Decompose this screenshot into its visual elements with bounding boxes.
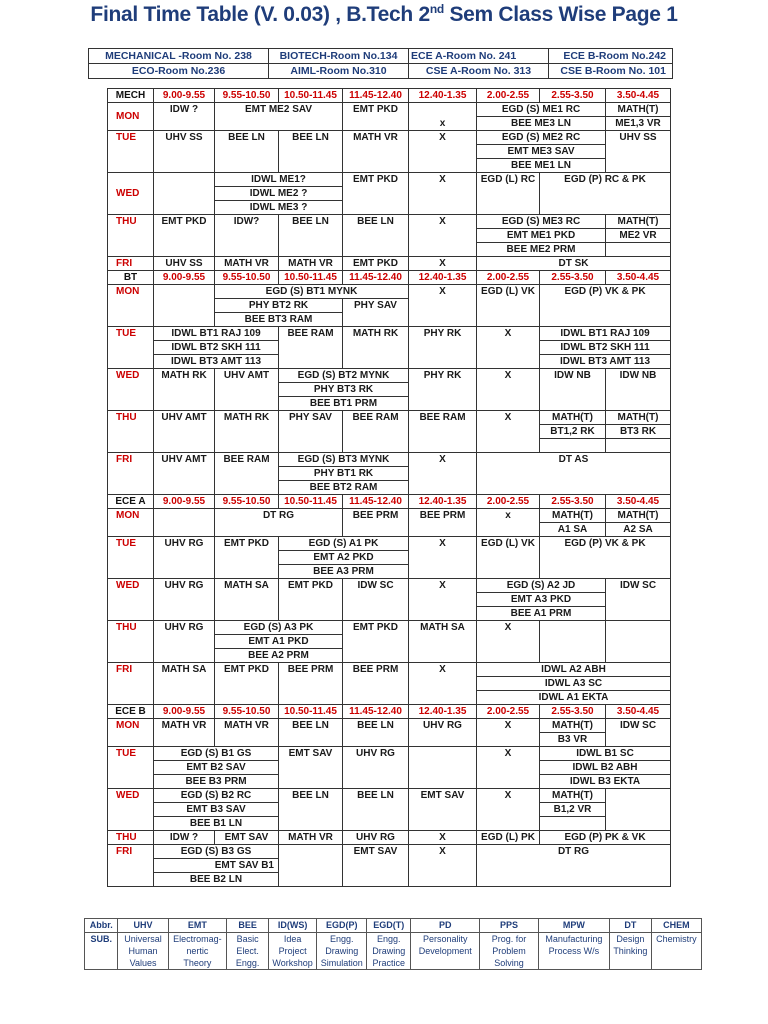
class-cell: x <box>409 103 477 131</box>
legend-abbr-label: Abbr. <box>85 919 118 933</box>
time-slot: 2.00-2.55 <box>477 495 540 509</box>
class-cell: EGD (S) BT1 MYNK <box>215 285 409 299</box>
room-cell: ECE A-Room No. 241 <box>409 49 549 64</box>
class-cell: IDWL BT1 RAJ 109 <box>154 327 279 341</box>
class-cell: X <box>477 369 540 411</box>
class-cell: EGD (P) VK & PK <box>540 285 671 327</box>
time-slot: 11.45-12.40 <box>343 89 409 103</box>
timetable-row <box>108 285 671 299</box>
class-cell: IDW SC <box>606 719 671 747</box>
time-slot: 2.00-2.55 <box>477 89 540 103</box>
class-cell <box>154 173 215 215</box>
day-label: THU <box>108 831 154 845</box>
class-cell: MATH(T) <box>540 411 606 425</box>
day-label: FRI <box>108 845 154 887</box>
day-label: WED <box>108 369 154 411</box>
class-cell: IDWL B3 EKTA <box>540 775 671 789</box>
legend-abbr: CHEM <box>651 919 701 933</box>
class-cell: EMT B2 SAV <box>154 761 279 775</box>
class-cell: IDWL ME3 ? <box>215 201 343 215</box>
timetable-row <box>108 579 671 593</box>
timetable-row <box>108 173 671 187</box>
day-label: THU <box>108 621 154 663</box>
timetable-row <box>108 747 671 761</box>
day-label: MON <box>108 719 154 747</box>
class-cell: PHY RK <box>409 369 477 411</box>
class-cell: ME1,3 VR <box>606 117 671 131</box>
legend-abbr: EMT <box>168 919 227 933</box>
timetable-row <box>108 845 671 859</box>
class-cell: IDW NB <box>540 369 606 411</box>
legend-abbr: PD <box>411 919 480 933</box>
room-cell: MECHANICAL -Room No. 238 <box>89 49 269 64</box>
class-cell: UHV RG <box>154 579 215 621</box>
class-cell: BEE PRM <box>279 663 343 705</box>
room-allocation-table <box>88 48 673 79</box>
time-slot: 11.45-12.40 <box>343 271 409 285</box>
time-slot: 2.55-3.50 <box>540 495 606 509</box>
class-cell: IDWL BT1 RAJ 109 <box>540 327 671 341</box>
time-slot: 2.55-3.50 <box>540 271 606 285</box>
class-cell: UHV RG <box>154 537 215 579</box>
day-label: THU <box>108 411 154 453</box>
class-cell: UHV SS <box>606 131 671 173</box>
class-cell: UHV SS <box>154 131 215 173</box>
class-cell: BEE BT2 RAM <box>279 481 409 495</box>
page-title: Final Time Table (V. 0.03) , B.Tech 2nd Sem Class Wise Page 1 <box>90 2 678 26</box>
class-cell <box>606 243 671 257</box>
timetable-row <box>108 327 671 341</box>
class-cell: B1,2 VR <box>540 803 606 817</box>
class-cell: EMT PKD <box>343 173 409 215</box>
timetable-row <box>108 131 671 145</box>
class-cell: X <box>409 285 477 327</box>
class-cell: MATH(T) <box>540 789 606 803</box>
class-cell: BEE PRM <box>343 663 409 705</box>
class-cell: X <box>409 537 477 579</box>
legend-subject: Prog. for Problem Solving <box>480 933 539 970</box>
class-cell: EGD (S) BT2 MYNK <box>279 369 409 383</box>
time-slot: 12.40-1.35 <box>409 271 477 285</box>
class-cell: X <box>409 663 477 705</box>
class-cell: A2 SA <box>606 523 671 537</box>
legend-subject: Basic Elect. Engg. <box>227 933 269 970</box>
legend-subject: Electromag- nertic Theory <box>168 933 227 970</box>
class-cell: X <box>409 131 477 173</box>
legend-abbr: DT <box>609 919 651 933</box>
timetable-row <box>108 537 671 551</box>
class-cell: BEE PRM <box>409 509 477 537</box>
time-slot: 3.50-4.45 <box>606 89 671 103</box>
class-cell: BEE RAM <box>215 453 279 495</box>
class-cell: EGD (S) BT3 MYNK <box>279 453 409 467</box>
time-slot: 10.50-11.45 <box>279 495 343 509</box>
class-cell: UHV RG <box>154 621 215 663</box>
abbreviation-legend <box>84 918 702 970</box>
class-cell: PHY SAV <box>343 299 409 327</box>
class-cell: IDW SC <box>343 579 409 621</box>
time-slot: 9.00-9.55 <box>154 705 215 719</box>
class-cell: A1 SA <box>540 523 606 537</box>
class-cell <box>606 789 671 831</box>
legend-abbr: EGD(P) <box>317 919 367 933</box>
legend-subject: Engg. Drawing Practice <box>367 933 411 970</box>
day-label: MON <box>108 285 154 327</box>
class-cell: IDW ? <box>154 831 215 845</box>
class-cell: X <box>477 411 540 453</box>
time-slot: 9.55-10.50 <box>215 705 279 719</box>
class-cell: MATH(T) <box>606 215 671 229</box>
class-cell: DT RG <box>215 509 343 537</box>
class-cell: IDWL BT3 AMT 113 <box>154 355 279 369</box>
day-label: MON <box>108 103 154 131</box>
time-slot: 11.45-12.40 <box>343 495 409 509</box>
day-label: FRI <box>108 663 154 705</box>
class-cell: BEE B1 LN <box>154 817 279 831</box>
time-slot: 11.45-12.40 <box>343 705 409 719</box>
class-cell: MATH VR <box>343 131 409 173</box>
class-cell: EMT ME1 PKD <box>477 229 606 243</box>
class-cell: EMT SAV <box>279 747 343 789</box>
class-cell: PHY SAV <box>279 411 343 453</box>
time-slot: 10.50-11.45 <box>279 705 343 719</box>
day-label: FRI <box>108 257 154 271</box>
class-cell: BEE RAM <box>343 411 409 453</box>
legend-abbr: BEE <box>227 919 269 933</box>
time-slot: 12.40-1.35 <box>409 495 477 509</box>
class-cell: X <box>409 579 477 621</box>
class-cell: X <box>477 789 540 831</box>
class-cell: IDWL BT3 AMT 113 <box>540 355 671 369</box>
time-slot: 12.40-1.35 <box>409 705 477 719</box>
class-cell: MATH(T) <box>540 719 606 733</box>
time-slot: 9.00-9.55 <box>154 495 215 509</box>
time-slot: 2.00-2.55 <box>477 271 540 285</box>
class-cell: EGD (S) ME3 RC <box>477 215 606 229</box>
class-cell: DT AS <box>477 453 671 495</box>
class-cell: BEE LN <box>279 789 343 831</box>
class-cell: MATH VR <box>279 831 343 845</box>
timetable-row <box>108 257 671 271</box>
legend-abbr: EGD(T) <box>367 919 411 933</box>
class-cell: X <box>409 453 477 495</box>
timetable-row <box>108 831 671 845</box>
class-cell: X <box>477 719 540 747</box>
class-cell: MATH SA <box>154 663 215 705</box>
class-cell: PHY BT3 RK <box>279 383 409 397</box>
class-cell: BT3 RK <box>606 425 671 439</box>
class-cell <box>409 747 477 789</box>
class-cell: MATH(T) <box>606 509 671 523</box>
class-cell: IDW? <box>215 215 279 257</box>
legend-subject: Manufacturing Process W/s <box>538 933 609 970</box>
class-cell: X <box>409 173 477 215</box>
class-cell: BEE LN <box>279 131 343 173</box>
time-slot: 2.55-3.50 <box>540 89 606 103</box>
class-cell: MATH(T) <box>606 411 671 425</box>
class-cell: MATH RK <box>343 327 409 369</box>
class-cell: MATH RK <box>215 411 279 453</box>
class-cell: BEE ME1 LN <box>477 159 606 173</box>
class-cell: PHY BT2 RK <box>215 299 343 313</box>
class-cell: IDWL B1 SC <box>540 747 671 761</box>
class-cell: EGD (S) B3 GS <box>154 845 279 859</box>
class-cell: DT SK <box>477 257 671 271</box>
class-cell: BEE PRM <box>343 509 409 537</box>
class-cell: X <box>477 747 540 789</box>
class-cell: EGD (S) B2 RC <box>154 789 279 803</box>
class-cell: X <box>409 215 477 257</box>
class-cell: PHY RK <box>409 327 477 369</box>
class-cell: DT RG <box>477 845 671 887</box>
day-label: WED <box>108 579 154 621</box>
class-cell: EGD (S) A3 PK <box>215 621 343 635</box>
class-cell: UHV AMT <box>154 453 215 495</box>
time-slot: 3.50-4.45 <box>606 495 671 509</box>
class-cell: IDWL ME1? <box>215 173 343 187</box>
class-cell: MATH(T) <box>606 103 671 117</box>
class-cell: B3 VR <box>540 733 606 747</box>
class-cell: EGD (P) PK & VK <box>540 831 671 845</box>
class-cell: EMT A2 PKD <box>279 551 409 565</box>
class-cell: EGD (S) ME1 RC <box>477 103 606 117</box>
group-label: MECH <box>108 89 154 103</box>
class-cell: UHV AMT <box>154 411 215 453</box>
class-cell: BEE A2 PRM <box>215 649 343 663</box>
legend-subject: Chemistry <box>651 933 701 970</box>
class-cell: EGD (S) A1 PK <box>279 537 409 551</box>
legend-abbr: PPS <box>480 919 539 933</box>
class-cell <box>540 439 606 453</box>
time-slot: 2.00-2.55 <box>477 705 540 719</box>
timetable-header-row <box>108 495 671 509</box>
class-cell: IDWL BT2 SKH 111 <box>540 341 671 355</box>
class-cell: IDWL ME2 ? <box>215 187 343 201</box>
class-cell: EGD (L) PK <box>477 831 540 845</box>
time-slot: 9.55-10.50 <box>215 89 279 103</box>
legend-abbr-row <box>85 919 702 933</box>
class-cell: MATH SA <box>215 579 279 621</box>
time-slot: 9.00-9.55 <box>154 271 215 285</box>
class-cell: EMT SAV B1 <box>154 859 279 873</box>
class-cell: x <box>477 509 540 537</box>
day-label: TUE <box>108 537 154 579</box>
timetable <box>107 88 671 887</box>
class-cell: EMT PKD <box>279 579 343 621</box>
class-cell <box>606 439 671 453</box>
class-cell <box>606 621 671 663</box>
class-cell: X <box>409 845 477 887</box>
class-cell: EMT PKD <box>343 257 409 271</box>
legend-abbr: MPW <box>538 919 609 933</box>
class-cell: EGD (S) B1 GS <box>154 747 279 761</box>
room-cell: BIOTECH-Room No.134 <box>269 49 409 64</box>
legend-subject: Engg. Drawing Simulation <box>317 933 367 970</box>
day-label: TUE <box>108 131 154 173</box>
room-cell: AIML-Room No.310 <box>269 64 409 79</box>
class-cell: BEE BT3 RAM <box>215 313 343 327</box>
class-cell: EGD (S) ME2 RC <box>477 131 606 145</box>
class-cell: BEE LN <box>343 789 409 831</box>
class-cell: MATH VR <box>279 257 343 271</box>
timetable-row <box>108 789 671 803</box>
timetable-row <box>108 509 671 523</box>
class-cell: BEE ME3 LN <box>477 117 606 131</box>
class-cell: BEE B2 LN <box>154 873 279 887</box>
class-cell: X <box>477 621 540 663</box>
timetable-row <box>108 215 671 229</box>
class-cell: UHV RG <box>343 831 409 845</box>
class-cell: UHV AMT <box>215 369 279 411</box>
group-label: ECE A <box>108 495 154 509</box>
class-cell: IDWL A3 SC <box>477 677 671 691</box>
class-cell: EGD (L) RC <box>477 173 540 215</box>
day-label: TUE <box>108 747 154 789</box>
class-cell: ME2 VR <box>606 229 671 243</box>
time-slot: 10.50-11.45 <box>279 89 343 103</box>
class-cell: EMT PKD <box>343 621 409 663</box>
class-cell: EGD (L) VK <box>477 537 540 579</box>
time-slot: 12.40-1.35 <box>409 89 477 103</box>
class-cell: BEE RAM <box>279 327 343 369</box>
class-cell: EMT A3 PKD <box>477 593 606 607</box>
class-cell <box>540 621 606 663</box>
timetable-row <box>108 103 671 117</box>
class-cell: IDW NB <box>606 369 671 411</box>
class-cell: EMT A1 PKD <box>215 635 343 649</box>
class-cell: X <box>409 257 477 271</box>
class-cell: MATH RK <box>154 369 215 411</box>
class-cell: UHV RG <box>343 747 409 789</box>
class-cell <box>154 285 215 327</box>
time-slot: 2.55-3.50 <box>540 705 606 719</box>
class-cell: BT1,2 RK <box>540 425 606 439</box>
class-cell: BEE ME2 PRM <box>477 243 606 257</box>
room-row <box>89 49 673 64</box>
class-cell: BEE LN <box>343 215 409 257</box>
timetable-row <box>108 663 671 677</box>
group-label: ECE B <box>108 705 154 719</box>
class-cell: X <box>477 327 540 369</box>
time-slot: 9.00-9.55 <box>154 89 215 103</box>
class-cell: UHV RG <box>409 719 477 747</box>
day-label: MON <box>108 509 154 537</box>
class-cell: EMT B3 SAV <box>154 803 279 817</box>
room-row <box>89 64 673 79</box>
timetable-header-row <box>108 271 671 285</box>
timetable-row <box>108 719 671 733</box>
timetable-row <box>108 369 671 383</box>
class-cell: BEE A3 PRM <box>279 565 409 579</box>
class-cell: IDWL B2 ABH <box>540 761 671 775</box>
legend-subject: Design Thinking <box>609 933 651 970</box>
class-cell: BEE B3 PRM <box>154 775 279 789</box>
class-cell: BEE LN <box>343 719 409 747</box>
day-label: WED <box>108 789 154 831</box>
timetable-header-row <box>108 705 671 719</box>
class-cell: MATH VR <box>154 719 215 747</box>
class-cell: UHV SS <box>154 257 215 271</box>
class-cell: BEE A1 PRM <box>477 607 606 621</box>
class-cell: MATH SA <box>409 621 477 663</box>
legend-subject: Personality Development <box>411 933 480 970</box>
legend-subject: Universal Human Values <box>118 933 168 970</box>
class-cell: EGD (P) RC & PK <box>540 173 671 215</box>
day-label: TUE <box>108 327 154 369</box>
class-cell <box>154 509 215 537</box>
class-cell: MATH VR <box>215 257 279 271</box>
legend-abbr: ID(WS) <box>269 919 317 933</box>
time-slot: 9.55-10.50 <box>215 271 279 285</box>
group-label: BT <box>108 271 154 285</box>
class-cell: EMT SAV <box>215 831 279 845</box>
time-slot: 3.50-4.45 <box>606 271 671 285</box>
class-cell: IDWL BT2 SKH 111 <box>154 341 279 355</box>
class-cell: EGD (P) VK & PK <box>540 537 671 579</box>
class-cell: MATH VR <box>215 719 279 747</box>
class-cell: EMT SAV <box>343 845 409 887</box>
class-cell: BEE LN <box>279 719 343 747</box>
day-label: FRI <box>108 453 154 495</box>
class-cell <box>279 845 343 887</box>
class-cell: EMT ME3 SAV <box>477 145 606 159</box>
class-cell: EMT PKD <box>215 663 279 705</box>
room-cell: ECO-Room No.236 <box>89 64 269 79</box>
class-cell: BEE LN <box>279 215 343 257</box>
legend-subject-row <box>85 933 702 970</box>
day-label: THU <box>108 215 154 257</box>
class-cell: EGD (S) A2 JD <box>477 579 606 593</box>
class-cell: IDW ? <box>154 103 215 131</box>
timetable-row <box>108 453 671 467</box>
room-cell: ECE B-Room No.242 <box>549 49 673 64</box>
timetable-row <box>108 621 671 635</box>
time-slot: 10.50-11.45 <box>279 271 343 285</box>
class-cell: EMT PKD <box>215 537 279 579</box>
class-cell: EMT ME2 SAV <box>215 103 343 131</box>
timetable-row <box>108 411 671 425</box>
room-cell: CSE A-Room No. 313 <box>409 64 549 79</box>
class-cell: EMT SAV <box>409 789 477 831</box>
class-cell: X <box>409 831 477 845</box>
timetable-header-row <box>108 89 671 103</box>
time-slot: 9.55-10.50 <box>215 495 279 509</box>
legend-sub-label: SUB. <box>85 933 118 970</box>
legend-subject: Idea Project Workshop <box>269 933 317 970</box>
class-cell: EMT PKD <box>343 103 409 131</box>
class-cell <box>540 817 606 831</box>
time-slot: 3.50-4.45 <box>606 705 671 719</box>
class-cell: BEE RAM <box>409 411 477 453</box>
class-cell: IDWL A2 ABH <box>477 663 671 677</box>
class-cell: IDW SC <box>606 579 671 621</box>
legend-abbr: UHV <box>118 919 168 933</box>
class-cell: BEE LN <box>215 131 279 173</box>
class-cell: PHY BT1 RK <box>279 467 409 481</box>
class-cell: EMT PKD <box>154 215 215 257</box>
room-cell: CSE B-Room No. 101 <box>549 64 673 79</box>
class-cell: EGD (L) VK <box>477 285 540 327</box>
day-label: WED <box>108 173 154 215</box>
class-cell: BEE BT1 PRM <box>279 397 409 411</box>
class-cell: IDWL A1 EKTA <box>477 691 671 705</box>
class-cell: MATH(T) <box>540 509 606 523</box>
